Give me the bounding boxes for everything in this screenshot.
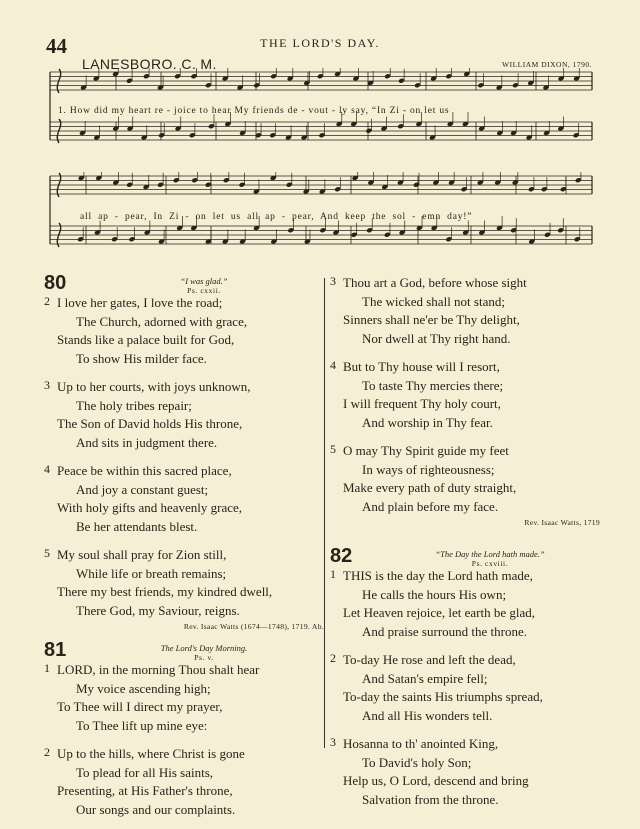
page-number: 44 [46, 34, 67, 58]
hymn-number: 80 [44, 272, 67, 294]
verse [44, 745, 324, 819]
verse-line: To plead for all His saints, [76, 764, 214, 780]
verse [44, 294, 324, 368]
verse-line: Sinners shall ne'er be Thy delight, [343, 312, 520, 327]
verse-number: 4 [44, 462, 50, 476]
verse-line: To show His milder face. [76, 350, 207, 366]
verse [44, 661, 324, 735]
verse-number: 2 [44, 745, 50, 759]
verse-line: My voice ascending high; [76, 680, 211, 696]
verse-line: And praise surround the throne. [362, 623, 527, 639]
verse [330, 735, 600, 809]
verse-line: Up to her courts, with joys unknown, [57, 379, 251, 394]
verse-line: Thou art a God, before whose sight [343, 275, 527, 290]
verse-line: The Son of David holds His throne, [57, 416, 243, 431]
lyric-line-1: 1. How did my heart re - joice to hear My friends de - vout - ly say, “In Zi - on let us [58, 106, 450, 116]
verse-line: The Church, adorned with grace, [76, 313, 248, 329]
verse-line: There my best friends, my kindred dwell, [57, 584, 273, 599]
verse-line: To-day He rose and left the dead, [343, 652, 516, 667]
hymn-81-verses [44, 661, 324, 819]
verse-line: Help us, O Lord, descend and bring [343, 773, 529, 788]
verse-line: Be her attendants blest. [76, 518, 198, 534]
verse-number: 4 [330, 358, 336, 372]
verse-line: O may Thy Spirit guide my feet [343, 443, 509, 458]
tune-name: LANESBORO. C. M. [82, 56, 217, 72]
verse-line: To Thee lift up mine eye: [76, 717, 208, 733]
verse-number: 2 [44, 294, 50, 308]
verse-line: And sits in judgment there. [76, 434, 218, 450]
verse-line: My soul shall pray for Zion still, [57, 547, 227, 562]
verse-line: LORD, in the morning Thou shalt hear [57, 662, 260, 677]
verse [330, 651, 600, 725]
verse-line: The holy tribes repair; [76, 397, 192, 413]
hymn-80-verses [44, 294, 324, 620]
verse-line: To-day the saints His triumphs spread, [343, 689, 543, 704]
verse-line: To Thee will I direct my prayer, [57, 699, 223, 714]
verse-line: Stands like a palace built for God, [57, 332, 235, 347]
hymn-82-verses [330, 567, 600, 809]
verse-number: 3 [330, 735, 336, 749]
running-head: THE LORD'S DAY. [260, 36, 380, 50]
verse-line: The wicked shall not stand; [362, 293, 505, 309]
verse-number: 3 [330, 274, 336, 288]
verse-line: Peace be within this sacred place, [57, 463, 232, 478]
verse [330, 567, 600, 641]
hymn-caption: The Lord's Day Morning. [160, 643, 248, 653]
verse-line: Hosanna to th' anointed King, [343, 736, 499, 751]
verse [330, 274, 600, 348]
verse-line: And joy a constant guest; [76, 481, 209, 497]
hymn-attribution: Rev. Isaac Watts, 1719 [524, 518, 600, 527]
verse-line: To taste Thy mercies there; [362, 377, 504, 393]
right-column [330, 272, 600, 819]
verse-line: Salvation from the throne. [362, 791, 499, 807]
column-divider [324, 278, 325, 748]
verse-line: And worship in Thy fear. [362, 414, 493, 430]
verse-number: 1 [330, 567, 336, 581]
verse-line: Presenting, at His Father's throne, [57, 783, 233, 798]
verse-line: I will frequent Thy holy court, [343, 396, 501, 411]
verse-line: But to Thy house will I resort, [343, 359, 500, 374]
hymn-caption: “I was glad.” [180, 276, 228, 286]
hymn-attribution: Rev. Isaac Watts (1674—1748), 1719. Ab. [183, 622, 324, 631]
verse-line: And all His wonders tell. [362, 707, 493, 723]
verse-line: Let Heaven rejoice, let earth be glad, [343, 605, 536, 620]
verse [330, 442, 600, 516]
verse [44, 378, 324, 452]
hymn-number: 81 [44, 639, 67, 661]
hymn-caption: “The Day the Lord hath made.” [435, 549, 545, 559]
verse-line: To David's holy Son; [362, 754, 472, 770]
lyric-line-2: all ap - pear, In Zi - on let us all ap - pear, And keep the sol - emn day!” [80, 212, 473, 222]
music-system-2 [46, 172, 596, 262]
music-system-1 [46, 68, 596, 158]
hymn-psalm: Ps. v. [194, 653, 214, 662]
verse-line: I love her gates, I love the road; [57, 295, 223, 310]
verse-line: And plain before my face. [362, 498, 499, 514]
verse-line: In ways of righteousness; [362, 461, 495, 477]
verse-line: Our songs and our complaints. [76, 801, 236, 817]
verse-line: He calls the hours His own; [362, 586, 507, 602]
verse-line: And Satan's empire fell; [362, 670, 488, 686]
verse [44, 462, 324, 536]
verse-line: Nor dwell at Thy right hand. [362, 330, 511, 346]
verse-line: While life or breath remains; [76, 565, 227, 581]
verse-number: 3 [44, 378, 50, 392]
verse-line: THIS is the day the Lord hath made, [343, 568, 533, 583]
verse-line: Up to the hills, where Christ is gone [57, 746, 245, 761]
verse-number: 2 [330, 651, 336, 665]
verse-line: With holy gifts and heavenly grace, [57, 500, 243, 515]
verse-number: 1 [44, 661, 50, 675]
verse [330, 358, 600, 432]
verse-number: 5 [44, 546, 50, 560]
verse-number: 5 [330, 442, 336, 456]
left-column [44, 272, 324, 829]
verse-line: Make every path of duty straight, [343, 480, 517, 495]
hymn-number: 82 [330, 545, 353, 567]
verse-line: There God, my Saviour, reigns. [76, 602, 240, 618]
hymn-psalm: Ps. cxxii. [187, 286, 221, 295]
verse [44, 546, 324, 620]
hymn-psalm: Ps. cxviii. [471, 559, 509, 568]
composer: WILLIAM DIXON, 1790. [502, 60, 592, 69]
hymn-81-continued-verses [330, 274, 600, 516]
